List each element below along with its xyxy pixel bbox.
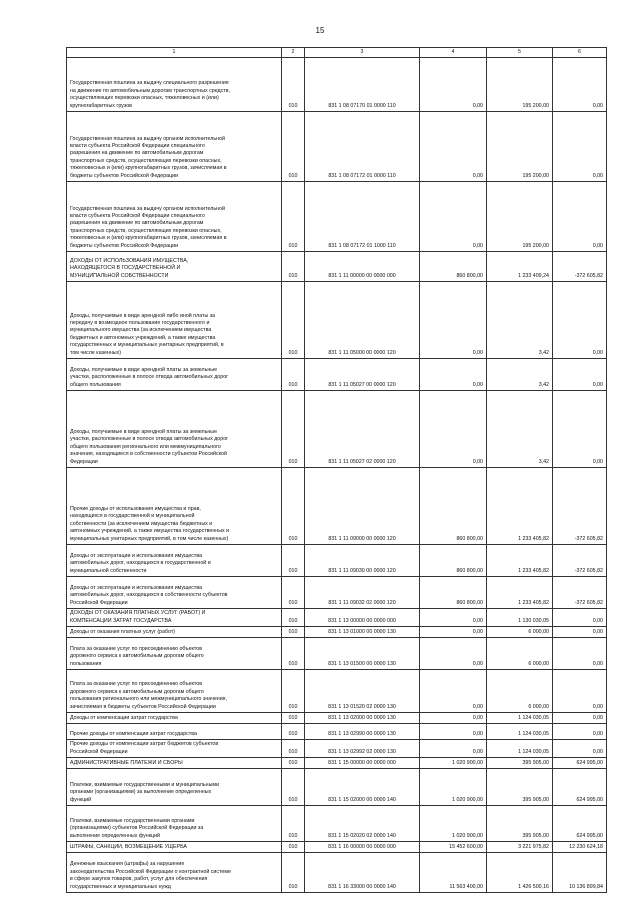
row-unexecuted-amount: -372 605,82 [553,252,607,282]
table-row [67,359,607,391]
column-number: 2 [282,48,305,58]
row-budget-code: 831 1 11 00000 00 0000 000 [305,252,420,282]
row-unexecuted-amount: 0,00 [553,627,607,638]
row-name: Плата за оказание услуг по присоединению объектов дорожного сервиса к автомобильным дорогам общего пользования [67,638,282,670]
row-budget-code: 831 1 16 33000 00 0000 140 [305,853,420,893]
row-line-code: 010 [282,758,305,769]
row-executed-amount: 195 200,00 [487,112,553,182]
row-executed-amount: 1 233 405,82 [487,577,553,609]
row-approved-amount: 0,00 [420,724,487,740]
row-executed-amount: 1 233 405,82 [487,468,553,545]
table-row [67,842,607,853]
table-row [67,627,607,638]
row-name: Прочие доходы от компенсации затрат бюджетов субъектов Российской Федерации [67,740,282,758]
page-number: 15 [315,26,325,35]
row-name: Государственная пошлина за выдачу специального разрешения на движение по автомобильным дорогам транспортных средств, осуществляющих перевозки опасных, тяжеловесных и (или) крупногабаритных грузов [67,58,282,112]
row-name: Государственная пошлина за выдачу органом исполнительной власти субъекта Российской Федерации специального разрешения на движение по автомобильным дорогам транспортных средств, осуществляющих перевозки опасных, тяжеловесных и (или) крупногабаритных грузов, зачисляемая в бюджеты субъектов Российской Федерации [67,182,282,252]
row-line-code: 010 [282,545,305,577]
row-name: Доходы, получаемые в виде арендной платы за земельные участки, расположенные в полосе отвода автомобильных дорог общего пользования регионального или межмуниципального значения, находящиеся в собственности субъектов Российской Федерации [67,391,282,468]
column-number: 4 [420,48,487,58]
row-line-code: 010 [282,252,305,282]
row-executed-amount: 6 000,00 [487,670,553,713]
row-approved-amount: 0,00 [420,359,487,391]
row-name: Прочие доходы от компенсации затрат государства [67,724,282,740]
table-row [67,252,607,282]
row-name: АДМИНИСТРАТИВНЫЕ ПЛАТЕЖИ И СБОРЫ [67,758,282,769]
table-row [67,724,607,740]
row-unexecuted-amount: 0,00 [553,182,607,252]
row-budget-code: 831 1 15 02020 02 0000 140 [305,806,420,842]
column-number: 3 [305,48,420,58]
row-executed-amount: 3,42 [487,391,553,468]
row-budget-code: 831 1 08 07170 01 0000 110 [305,58,420,112]
table-row [67,806,607,842]
row-name: Доходы от оказания платных услуг (работ) [67,627,282,638]
row-budget-code: 831 1 13 02990 00 0000 130 [305,724,420,740]
row-unexecuted-amount: 624 995,00 [553,806,607,842]
row-executed-amount: 6 000,00 [487,638,553,670]
row-executed-amount: 3 221 975,82 [487,842,553,853]
row-approved-amount: 0,00 [420,638,487,670]
row-budget-code: 831 1 13 01000 00 0000 130 [305,627,420,638]
row-approved-amount: 0,00 [420,627,487,638]
row-budget-code: 831 1 15 00000 00 0000 000 [305,758,420,769]
row-unexecuted-amount: 0,00 [553,58,607,112]
row-executed-amount: 1 124 030,05 [487,740,553,758]
row-budget-code: 831 1 13 01500 00 0000 130 [305,638,420,670]
row-executed-amount: 395 905,00 [487,758,553,769]
row-line-code: 010 [282,638,305,670]
row-executed-amount: 195 200,00 [487,58,553,112]
row-executed-amount: 395 905,00 [487,806,553,842]
row-executed-amount: 1 124 030,05 [487,713,553,724]
row-line-code: 010 [282,806,305,842]
column-number: 5 [487,48,553,58]
row-name: Доходы от эксплуатации и использования имущества автомобильных дорог, находящихся в государственной и муниципальной собственности [67,545,282,577]
row-budget-code: 831 1 11 05027 02 0000 120 [305,391,420,468]
row-approved-amount: 0,00 [420,58,487,112]
row-unexecuted-amount: 0,00 [553,391,607,468]
column-number: 6 [553,48,607,58]
table-row [67,182,607,252]
row-budget-code: 831 1 15 02000 00 0000 140 [305,769,420,806]
row-approved-amount: 1 020 900,00 [420,806,487,842]
row-approved-amount: 0,00 [420,391,487,468]
row-unexecuted-amount: 0,00 [553,112,607,182]
row-name: Доходы, получаемые в виде арендной либо иной платы за передачу в возмездное пользование государственного и муниципального имущества (за исключением имущества бюджетных и автономных учреждений, а также имущества государственных и муниципальных унитарных предприятий, в том числе казенных) [67,282,282,359]
row-unexecuted-amount: 0,00 [553,609,607,627]
row-budget-code: 831 1 13 01520 02 0000 130 [305,670,420,713]
row-line-code: 010 [282,627,305,638]
row-name: Доходы от компенсации затрат государства [67,713,282,724]
row-name: ДОХОДЫ ОТ ИСПОЛЬЗОВАНИЯ ИМУЩЕСТВА, НАХОДЯЩЕГОСЯ В ГОСУДАРСТВЕННОЙ И МУНИЦИПАЛЬНОЙ СОБСТВЕННОСТИ [67,252,282,282]
row-budget-code: 831 1 11 09030 00 0000 120 [305,545,420,577]
table-row [67,638,607,670]
table-row [67,609,607,627]
row-unexecuted-amount: 0,00 [553,282,607,359]
row-budget-code: 831 1 11 05000 00 0000 120 [305,282,420,359]
row-unexecuted-amount: -372 605,82 [553,577,607,609]
table-row [67,713,607,724]
table-row [67,58,607,112]
row-executed-amount: 1 130 030,05 [487,609,553,627]
row-line-code: 010 [282,609,305,627]
row-unexecuted-amount: 0,00 [553,638,607,670]
row-line-code: 010 [282,670,305,713]
row-approved-amount: 860 800,00 [420,468,487,545]
row-approved-amount: 0,00 [420,740,487,758]
row-approved-amount: 1 020 900,00 [420,769,487,806]
row-approved-amount: 15 452 600,00 [420,842,487,853]
row-unexecuted-amount: 12 230 624,18 [553,842,607,853]
row-unexecuted-amount: 0,00 [553,713,607,724]
row-line-code: 010 [282,740,305,758]
row-line-code: 010 [282,577,305,609]
table-row [67,282,607,359]
row-executed-amount: 1 426 500,16 [487,853,553,893]
row-line-code: 010 [282,853,305,893]
row-approved-amount: 860 800,00 [420,252,487,282]
row-unexecuted-amount: 10 136 899,84 [553,853,607,893]
row-approved-amount: 0,00 [420,670,487,713]
row-name: Денежные взыскания (штрафы) за нарушение законодательства Российской Федерации о контрактной системе в сфере закупок товаров, работ, услуг для обеспечения государственных и муниципальных нужд [67,853,282,893]
revenue-table [66,47,607,893]
row-approved-amount: 11 563 400,00 [420,853,487,893]
table-row [67,670,607,713]
row-approved-amount: 0,00 [420,112,487,182]
row-executed-amount: 395 905,00 [487,769,553,806]
row-unexecuted-amount: 0,00 [553,670,607,713]
row-executed-amount: 1 233 405,82 [487,545,553,577]
row-budget-code: 831 1 16 00000 00 0000 000 [305,842,420,853]
row-budget-code: 831 1 11 09032 02 0000 120 [305,577,420,609]
row-approved-amount: 0,00 [420,609,487,627]
row-budget-code: 831 1 11 05027 00 0000 120 [305,359,420,391]
row-budget-code: 831 1 13 00000 00 0000 000 [305,609,420,627]
row-name: Доходы от эксплуатации и использования имущества автомобильных дорог, находящихся в собственности субъектов Российской Федерации [67,577,282,609]
row-line-code: 010 [282,468,305,545]
table-row [67,468,607,545]
row-line-code: 010 [282,391,305,468]
column-number-row [67,48,607,58]
row-unexecuted-amount: 0,00 [553,359,607,391]
row-unexecuted-amount: 0,00 [553,724,607,740]
row-approved-amount: 0,00 [420,182,487,252]
row-name: Прочие доходы от использования имущества и прав, находящихся в государственной и муниципальной собственности (за исключением имущества бюджетных и автономных учреждений, а также имущества государственных и муниципальных унитарных предприятий, в том числе казенных) [67,468,282,545]
row-line-code: 010 [282,182,305,252]
row-line-code: 010 [282,282,305,359]
row-executed-amount: 3,42 [487,359,553,391]
row-unexecuted-amount: 624 995,00 [553,769,607,806]
row-line-code: 010 [282,713,305,724]
row-executed-amount: 6 000,00 [487,627,553,638]
row-name: ШТРАФЫ, САНКЦИИ, ВОЗМЕЩЕНИЕ УЩЕРБА [67,842,282,853]
row-approved-amount: 0,00 [420,713,487,724]
row-name: Платежи, взимаемые государственными и муниципальными органами (организациями) за выполнение определенных функций [67,769,282,806]
row-approved-amount: 860 800,00 [420,577,487,609]
row-unexecuted-amount: 0,00 [553,740,607,758]
column-number: 1 [67,48,282,58]
row-approved-amount: 860 800,00 [420,545,487,577]
row-budget-code: 831 1 08 07172 01 0000 110 [305,112,420,182]
row-line-code: 010 [282,359,305,391]
row-line-code: 010 [282,842,305,853]
table-row [67,545,607,577]
table-row [67,391,607,468]
row-executed-amount: 195 200,00 [487,182,553,252]
row-line-code: 010 [282,724,305,740]
row-name: Государственная пошлина за выдачу органом исполнительной власти субъекта Российской Федерации специального разрешения на движение по автомобильным дорогам транспортных средств, осуществляющих перевозки опасных, тяжеловесных и (или) крупногабаритных грузов, зачисляемая в бюджеты субъектов Российской Федерации [67,112,282,182]
row-name: ДОХОДЫ ОТ ОКАЗАНИЯ ПЛАТНЫХ УСЛУГ (РАБОТ) И КОМПЕНСАЦИИ ЗАТРАТ ГОСУДАРСТВА [67,609,282,627]
row-unexecuted-amount: 624 995,00 [553,758,607,769]
row-budget-code: 831 1 11 09000 00 0000 120 [305,468,420,545]
row-budget-code: 831 1 13 02000 00 0000 130 [305,713,420,724]
row-approved-amount: 0,00 [420,282,487,359]
row-name: Доходы, получаемые в виде арендной платы за земельные участки, расположенные в полосе отвода автомобильных дорог общего пользования [67,359,282,391]
table-row [67,577,607,609]
row-line-code: 010 [282,112,305,182]
table-row [67,740,607,758]
row-budget-code: 831 1 08 07172 01 1000 110 [305,182,420,252]
row-unexecuted-amount: -372 605,82 [553,545,607,577]
row-line-code: 010 [282,769,305,806]
row-line-code: 010 [282,58,305,112]
row-budget-code: 831 1 13 02992 02 0000 130 [305,740,420,758]
table-row [67,758,607,769]
table-row [67,112,607,182]
row-name: Плата за оказание услуг по присоединению объектов дорожного сервиса к автомобильным дорогам общего пользования регионального или межмуниципального значения, зачисляемая в бюджеты субъектов Российской Федерации [67,670,282,713]
row-approved-amount: 1 020 900,00 [420,758,487,769]
row-name: Платежи, взимаемые государственными органами (организациями) субъектов Российской Федерации за выполнение определенных функций [67,806,282,842]
table-row [67,769,607,806]
table-row [67,853,607,893]
row-executed-amount: 1 124 030,05 [487,724,553,740]
row-executed-amount: 3,42 [487,282,553,359]
row-executed-amount: 1 233 409,24 [487,252,553,282]
row-unexecuted-amount: -372 605,82 [553,468,607,545]
